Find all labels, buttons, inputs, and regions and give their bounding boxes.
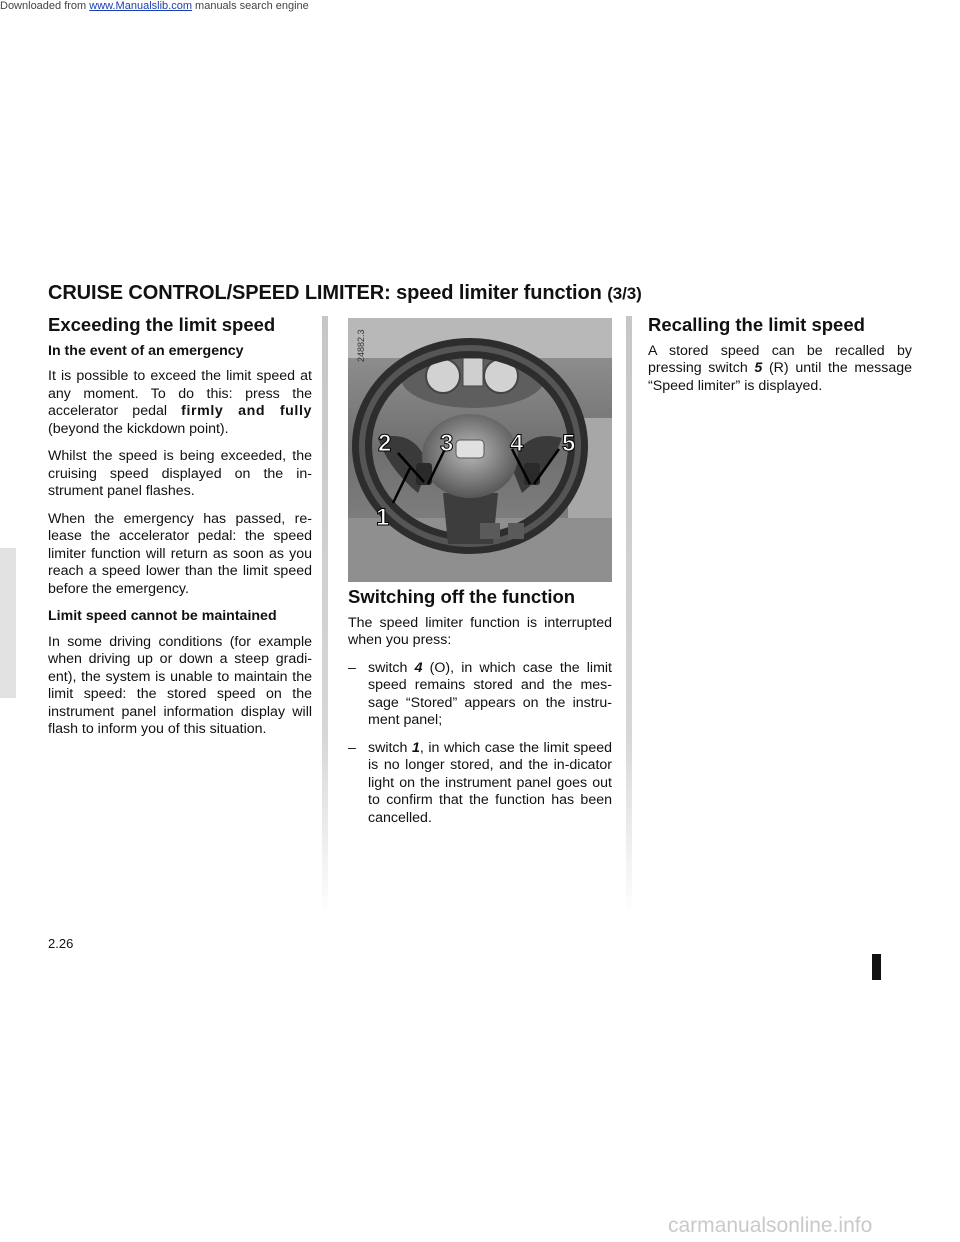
text-run: (R) until the message “Speed limiter” is displayed. <box>648 360 912 394</box>
steering-wheel-figure <box>348 318 612 582</box>
emergency-subheading: In the event of an emergency <box>48 342 244 359</box>
list-item-text <box>368 660 612 730</box>
paragraph-intro: The speed limiter function is interrupted when you press: <box>348 614 612 648</box>
dash-marker: – <box>348 739 356 756</box>
list-item-text <box>368 740 612 828</box>
callout-4: 4 <box>510 430 524 457</box>
download-banner <box>0 0 309 12</box>
text-run: A stored speed can be recalled by pressing switch <box>648 342 912 376</box>
list-item <box>348 740 612 828</box>
paragraph-conditions: In some driving conditions (for example when driving up or down a steep gradi-ent), the system is unable to maintain the limit speed: the stored speed on the instrument panel information display will flash to inform you of this situation. <box>48 633 312 737</box>
switch-number: 5 <box>754 360 763 376</box>
text-run: switch <box>368 739 412 756</box>
figure-reference: 24882.3 <box>356 329 366 362</box>
right-column <box>648 316 912 405</box>
switch-number: 4 <box>414 659 423 676</box>
banner-suffix: manuals search engine <box>191 0 309 12</box>
paragraph-recall <box>648 343 912 396</box>
switching-off-heading: Switching off the function <box>348 586 576 607</box>
banner-prefix: Downloaded from <box>0 0 90 12</box>
callout-1: 1 <box>376 504 390 531</box>
chapter-tab <box>0 548 16 698</box>
paragraph-release: When the emergency has passed, re-lease the accelerator pedal: the speed limiter function will return as soon as you reach a speed lower than the limit speed before the emergency. <box>48 510 312 597</box>
limit-subheading: Limit speed cannot be maintained <box>48 608 277 624</box>
text-run: It is possible to exceed the limit speed at any moment. To do this: press the accelerator pedal <box>48 368 312 419</box>
list-item <box>348 660 612 730</box>
watermark: carmanualsonline.info <box>668 1214 873 1237</box>
column-separator <box>626 316 632 916</box>
callout-3: 3 <box>440 430 454 457</box>
text-run: (O), in which case the limit speed remains stored and the mes-sage “Stored” appears on the instru-ment panel; <box>368 659 612 728</box>
corner-mark <box>872 954 881 980</box>
dash-marker: – <box>348 659 356 676</box>
switch-number: 1 <box>411 739 420 756</box>
callout-2: 2 <box>378 430 392 457</box>
middle-column <box>348 588 612 837</box>
title-main: CRUISE CONTROL/SPEED LIMITER: speed limiter function <box>48 282 602 304</box>
exceeding-heading: Exceeding the limit speed <box>48 314 276 335</box>
text-run: switch <box>368 659 415 676</box>
text-run: , in which case the limit speed is no longer stored, and the in-dicator light on the instrument panel goes out to confirm that the function has been cancelled. <box>368 739 612 826</box>
callout-5: 5 <box>562 430 576 457</box>
recalling-heading: Recalling the limit speed <box>648 314 865 335</box>
left-column <box>48 316 312 749</box>
page-title <box>48 282 642 305</box>
paragraph-exceed <box>48 368 312 438</box>
text-run: (beyond the kickdown point). <box>48 420 229 437</box>
bold-run: firmly and fully <box>181 403 312 419</box>
title-sub: (3/3) <box>607 284 642 303</box>
paragraph-flashes: Whilst the speed is being exceeded, the cruising speed displayed on the in-strument panel flashes. <box>48 448 312 499</box>
page-number: 2.26 <box>48 936 74 951</box>
column-separator <box>322 316 328 916</box>
manualslib-link[interactable]: www.Manualslib.com <box>89 0 192 12</box>
